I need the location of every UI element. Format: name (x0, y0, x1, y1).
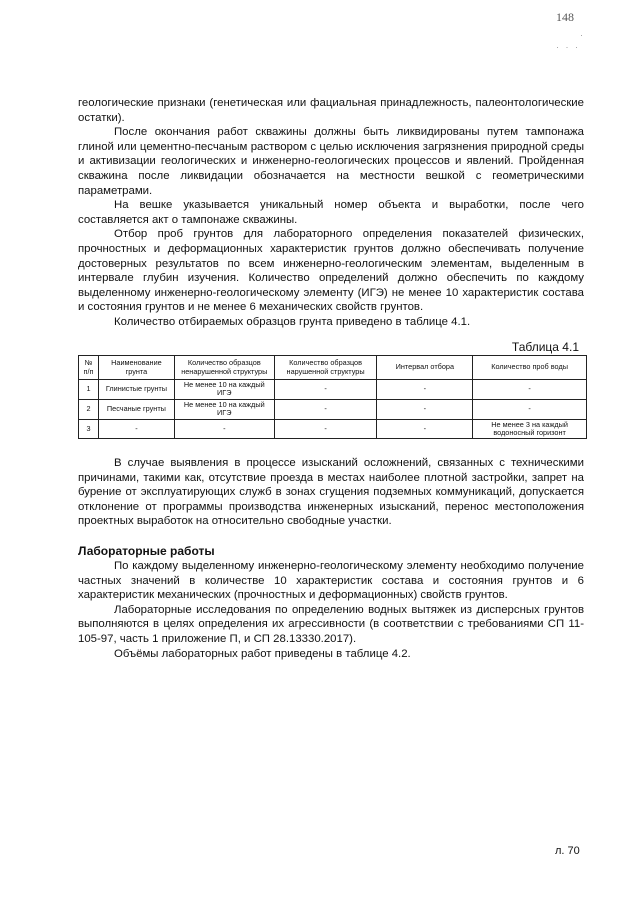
paragraph: Отбор проб грунтов для лабораторного определения показателей физических, прочностных и деформационных характеристик грунтов должно обеспечивать получение достоверных результатов по всем инженерно-геологическим элементам, выделенным в интервале глубин изучения. Количество определений должно обеспечить по каждому выделенному инженерно-геологическому элементу (ИГЭ) не менее 10 характеристик состава и состояния грунтов и не менее 6 механических свойств грунтов. (78, 228, 584, 314)
table-cell: - (377, 419, 473, 439)
paragraph: После окончания работ скважины должны быть ликвидированы путем тампонажа глиной или цементно-песчаным раствором с целью исключения загрязнения природной среды и активизации геологических и инженерно-геологических процессов и явлений. Пройденная скважина после ликвидации обозначается на местности вешкой с геометрическими параметрами. (78, 126, 584, 197)
table-cell: Не менее 10 на каждый ИГЭ (174, 380, 274, 400)
scan-mark: · (580, 30, 585, 40)
table-row (79, 380, 587, 400)
paragraph: На вешке указывается уникальный номер объекта и выработки, после чего составляется акт о тампонаже скважины. (78, 199, 584, 226)
body-text-top (78, 96, 584, 330)
table-cell: - (174, 419, 274, 439)
table-header-row (79, 356, 587, 380)
column-header: № п/п (79, 356, 99, 380)
column-header: Наименование грунта (98, 356, 174, 380)
table-cell: - (274, 399, 377, 419)
scan-mark: · · · (556, 42, 580, 52)
paragraph: По каждому выделенному инженерно-геологическому элементу необходимо получение частных значений в количестве 10 характеристик состава и состояния грунтов и 6 характеристик механических (прочностных и деформационных) свойств грунтов. (78, 559, 584, 602)
table-row (79, 399, 587, 419)
paragraph: геологические признаки (генетическая или фациальная принадлежность, палеонтологические остатки). (78, 97, 584, 124)
table-cell: - (377, 399, 473, 419)
samples-table (78, 355, 587, 439)
section-heading: Лабораторные работы (78, 543, 215, 558)
column-header: Интервал отбора (377, 356, 473, 380)
table-cell: Не менее 10 на каждый ИГЭ (174, 399, 274, 419)
table-cell: - (377, 380, 473, 400)
table-cell: 1 (79, 380, 99, 400)
paragraph: Количество отбираемых образцов грунта приведено в таблице 4.1. (114, 315, 471, 328)
page-number-stamp (556, 10, 574, 25)
table-cell: - (274, 380, 377, 400)
table-cell: Песчаные грунты (98, 399, 174, 419)
table-cell: - (473, 399, 587, 419)
table-cell: - (473, 380, 587, 400)
table-cell: Не менее 3 на каждый водоносный горизонт (473, 419, 587, 439)
body-text-bottom (78, 456, 584, 661)
page-number: 148 (556, 10, 574, 24)
table-cell: 2 (79, 399, 99, 419)
table-row (79, 419, 587, 439)
column-header: Количество образцов нарушенной структуры (274, 356, 377, 380)
table-cell: - (274, 419, 377, 439)
column-header: Количество образцов ненарушенной структуры (174, 356, 274, 380)
paragraph: Лабораторные исследования по определению водных вытяжек из дисперсных грунтов выполняются в целях определения их агрессивности (в соответствии с требованиями СП 11-105-97, часть 1 приложение П, и СП 28.13330.2017). (78, 603, 584, 645)
table-cell: 3 (79, 419, 99, 439)
paragraph: Объёмы лабораторных работ приведены в таблице 4.2. (114, 647, 411, 660)
table-caption: Таблица 4.1 (511, 340, 579, 354)
column-header: Количество проб воды (473, 356, 587, 380)
table-cell: - (98, 419, 174, 439)
table-cell: Глинистые грунты (98, 380, 174, 400)
paragraph: В случае выявления в процессе изысканий осложнений, связанных с техническими причинами, такими как, отсутствие проезда в местах наиболее плотной застройки, запрет на бурение от эксплуатирующих служб в зонах сгущения подземных коммуникаций, допускается отклонение от программы производства инженерных изысканий, перенос местоположения проектных выработок на относительно свободные участки. (78, 457, 584, 528)
sheet-number: л. 70 (555, 845, 580, 857)
